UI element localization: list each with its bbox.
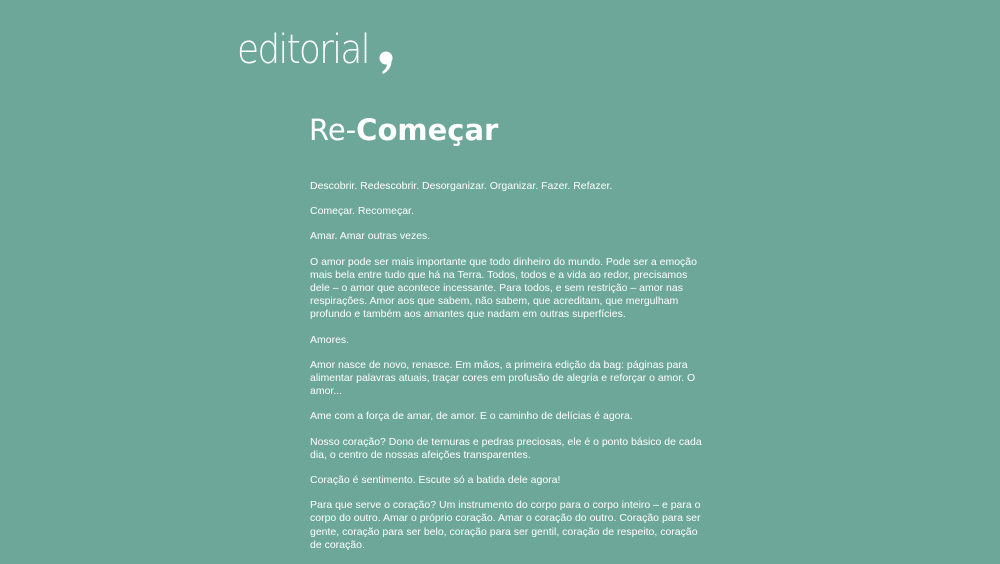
paragraph: Amor nasce de novo, renasce. Em mãos, a primeira edição da bag: páginas para alimentar palavras atuais, traçar cores em profusão de alegria e reforçar o amor. O amor... (310, 358, 696, 398)
brand-name: editorial (237, 27, 369, 73)
page-title (309, 110, 498, 150)
paragraph: Amar. Amar outras vezes. (310, 230, 431, 243)
article-body (310, 180, 705, 564)
brand-logo[interactable] (237, 28, 395, 72)
paragraph: Descobrir. Redescobrir. Desorganizar. Organizar. Fazer. Refazer. (310, 180, 613, 192)
paragraph: Para que serve o coração? Um instrumento do corpo para o corpo inteiro – e para o corpo do outro. Amar o próprio coração. Amar o coração do outro. Coração para ser gente, coração para ser belo, coração para ser gentil, coração de respeito, coração de coração. (310, 499, 701, 551)
paragraph: Ame com a força de amar, de amor. E o caminho de delícias é agora. (310, 410, 633, 423)
paragraph: Amores. (310, 333, 350, 346)
title-bold: Começar (356, 113, 499, 147)
title-prefix: Re- (309, 113, 357, 147)
paragraph: Começar. Recomeçar. (310, 205, 414, 218)
comma-icon (377, 48, 395, 76)
paragraph: Nosso coração? Dono de ternuras e pedras preciosas, ele é o ponto básico de cada dia, o centro de nossas afeições transparentes. (310, 435, 702, 461)
paragraph: O amor pode ser mais importante que todo dinheiro do mundo. Pode ser a emoção mais bela entre tudo que há na Terra. Todos, todos e a vida ao redor, precisamos dele – o amor que acontece incessante. Para todos, e sem restrição – amor nas respirações. Amor aos que sabem, não sabem, que acreditam, que mergulham profundo e também aos amantes que nadam em outras superfícies. (310, 255, 697, 321)
paragraph: Coração é sentimento. Escute só a batida dele agora! (310, 474, 561, 487)
